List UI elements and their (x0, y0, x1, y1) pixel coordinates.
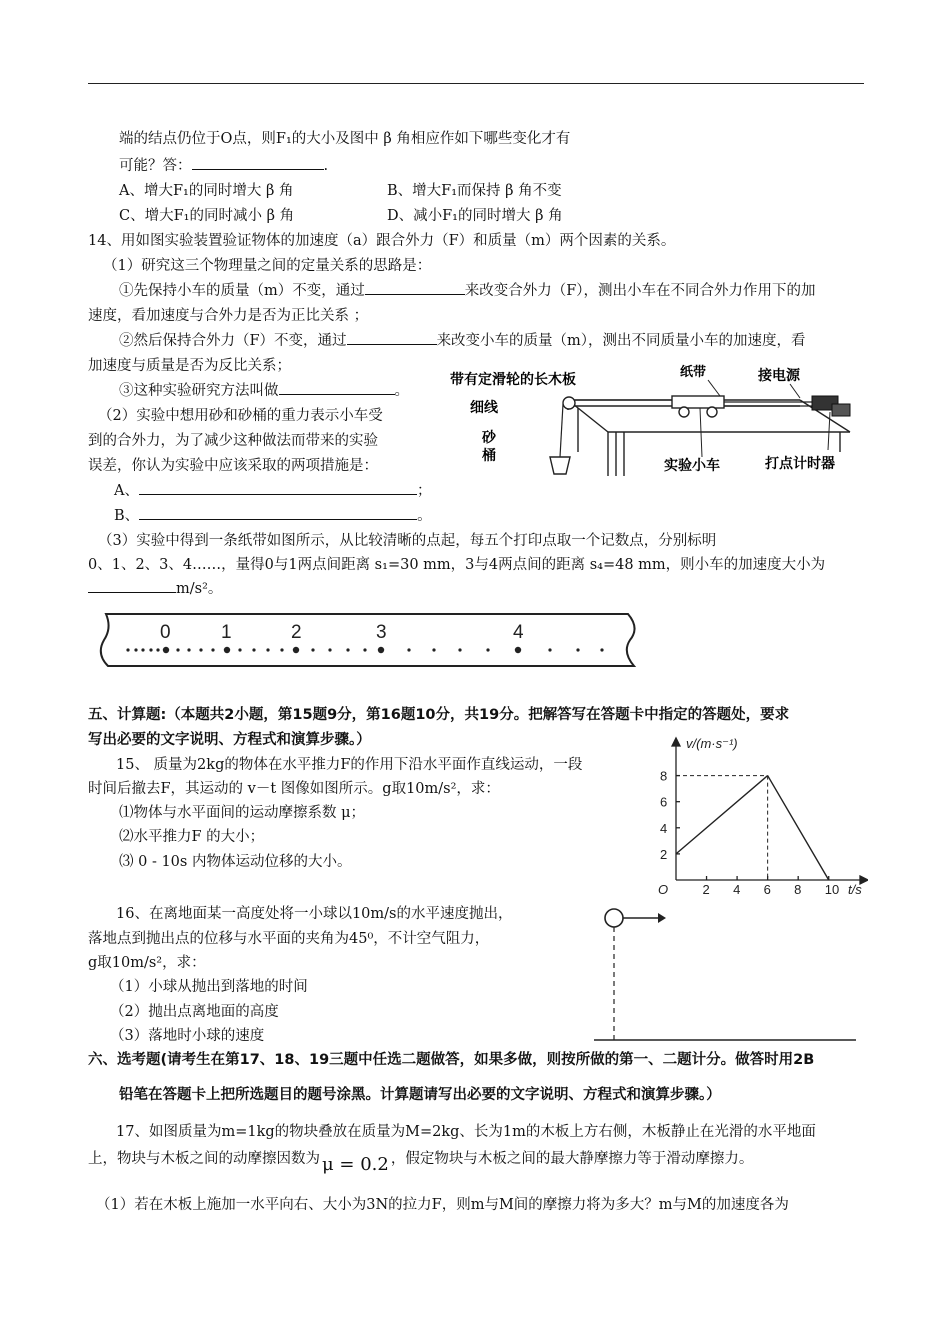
label-bucket: 桶 (482, 447, 496, 463)
section5-title: 五、计算题:（本题共2小题，第15题9分，第16题10分，共19分。把解答写在答题卡中指定的答题处，要求 (88, 707, 790, 723)
q14-part3-a: （3）实验中得到一条纸带如图所示，从比较清晰的点起，每五个打印点取一个记数点，分别标明 (98, 533, 717, 549)
y-tick-label: 8 (660, 768, 668, 784)
timer-icon (812, 396, 850, 450)
y-tick-label: 6 (660, 794, 668, 810)
q14-measure-a: A、 ； (114, 479, 431, 500)
q13-line2: 可能？答： . (119, 154, 328, 175)
q14-part2-c: 误差，你认为实验中应该采取的两项措施是： (88, 458, 378, 474)
q16-line1: 16、在离地面某一高度处将一小球以10m/s的水平速度抛出， (116, 906, 513, 922)
x-axis-label: t/s (848, 882, 862, 897)
pulley-icon (563, 397, 575, 409)
string-line (560, 404, 563, 457)
apparatus-figure (440, 362, 860, 480)
tape-label-1: 1 (221, 622, 232, 643)
q14-step1-cont: 速度，看加速度与合外力是否为正比关系 ； (88, 308, 369, 324)
label-sand: 砂 (482, 429, 496, 445)
y-axis-label: v/(m·s⁻¹) (686, 736, 738, 751)
q14-part2-b: 到的合外力，为了减少这种做法而带来的实验 (88, 433, 378, 449)
q14-part3-b: 0、1、2、3、4……，量得0与1两点间距离 s₁=30 mm，3与4两点间的距离 s₄=48 mm，则小车的加速度大小为 (88, 557, 826, 573)
tape-label-0: 0 (160, 622, 171, 643)
bucket-icon (550, 457, 570, 474)
q17-line1: 17、如图质量为m=1kg的物块叠放在质量为M=2kg、长为1m的木板上方右侧，木板静止在光滑的水平地面 (116, 1124, 816, 1140)
label-string: 细线 (470, 399, 498, 415)
answer-blank[interactable] (139, 480, 417, 495)
q16-line3: g取10m/s²，求： (88, 955, 206, 971)
y-tick-label: 2 (660, 846, 668, 862)
q15-line2: 时间后撤去F，其运动的 v－t 图像如图所示。g取10m/s²，求： (88, 781, 500, 797)
mu-formula: μ = 0.2 (322, 1154, 389, 1175)
q14-part2-a: （2）实验中想用砂和砂桶的重力表示小车受 (98, 408, 383, 424)
q14-title: 14、用如图实验装置验证物体的加速度（a）跟合外力（F）和质量（m）两个因素的关系。 (88, 233, 676, 249)
q14-step1: ①先保持小车的质量（m）不变，通过 来改变合外力（F），测出小车在不同合外力作用下的加 (119, 279, 816, 300)
q14-measure-b: B、 。 (114, 504, 432, 525)
q13-option-c: C、增大F₁的同时减小 β 角 (119, 208, 295, 224)
velocity-segment (768, 776, 829, 880)
q13-option-b: B、增大F₁而保持 β 角不变 (387, 183, 562, 199)
label-power: 接电源 (758, 367, 800, 383)
q14-part3-c: m/s²。 (88, 577, 222, 598)
cart-icon (672, 396, 724, 457)
y-axis-arrow (672, 738, 680, 746)
tape-label-2: 2 (291, 622, 302, 643)
q15-line3: ⑴物体与水平面间的运动摩擦系数 μ； (119, 805, 366, 821)
q15-line1: 15、 质量为2kg的物体在水平推力F的作用下沿水平面作直线运动，一段 (116, 757, 583, 773)
answer-blank[interactable] (139, 505, 417, 520)
x-tick-label: 4 (733, 882, 741, 897)
q14-step2: ②然后保持合外力（F）不变，通过 来改变小车的质量（m），测出不同质量小车的加速度，看 (119, 329, 806, 350)
q15-line4: ⑵水平推力F 的大小； (119, 829, 265, 845)
velocity-segment (676, 776, 768, 854)
answer-blank[interactable] (365, 280, 465, 295)
q14-step2-cont: 加速度与质量是否为反比关系； (88, 358, 291, 374)
x-tick-label: 10 (824, 882, 840, 897)
origin-label: O (658, 882, 669, 897)
q14-part1: （1）研究这三个物理量之间的定量关系的思路是： (103, 258, 432, 274)
section5-title-cont: 写出必要的文字说明、方程式和演算步骤。） (88, 732, 371, 748)
q13-option-a: A、增大F₁的同时增大 β 角 (119, 183, 294, 199)
tape-outline (101, 614, 635, 666)
q15-line5: ⑶ 0 - 10s 内物体运动位移的大小。 (119, 854, 352, 870)
label-timer: 打点计时器 (765, 455, 835, 471)
x-tick-label: 2 (702, 882, 710, 897)
q16-line4: （1）小球从抛出到落地的时间 (110, 979, 308, 995)
ball-icon (605, 909, 623, 927)
label-tape: 纸带 (680, 364, 707, 379)
q13-line1: 端的结点仍位于O点，则F₁的大小及图中 β 角相应作如下哪些变化才有 (119, 131, 571, 147)
answer-blank[interactable] (88, 578, 176, 593)
q13-option-d: D、减小F₁的同时增大 β 角 (387, 208, 563, 224)
q17-line3: （1）若在木板上施加一水平向右、大小为3N的拉力F，则m与M间的摩擦力将为多大？m与M的加速度各为 (96, 1197, 789, 1213)
label-board: 带有定滑轮的长木板 (450, 371, 576, 387)
x-tick-label: 8 (794, 882, 802, 897)
q16-line6: （3）落地时小球的速度 (110, 1028, 265, 1044)
q17-line2: 上，物块与木板之间的动摩擦因数为 μ = 0.2 ，假定物块与木板之间的最大静摩擦力等于滑动摩擦力。 (88, 1151, 754, 1175)
tape-label-3: 3 (376, 622, 387, 643)
answer-blank[interactable] (279, 380, 395, 395)
tape-label-4: 4 (513, 622, 524, 643)
q14-step3: ③这种实验研究方法叫做 。 (119, 379, 409, 400)
q16-line5: （2）抛出点离地面的高度 (110, 1004, 279, 1020)
section6-title: 六、选考题(请考生在第17、18、19三题中任选二题做答，如果多做，则按所做的第一、二题计分。做答时用2B (88, 1052, 815, 1068)
vt-chart (652, 730, 868, 900)
answer-blank[interactable] (192, 155, 324, 170)
label-cart: 实验小车 (664, 457, 720, 473)
q16-line2: 落地点到抛出点的位移与水平面的夹角为45⁰，不计空气阻力， (88, 931, 490, 947)
section6-title-cont: 铅笔在答题卡上把所选题目的题号涂黑。计算题请写出必要的文字说明、方程式和演算步骤。） (119, 1087, 721, 1103)
header-rule (88, 83, 864, 84)
paper-tape-figure (94, 608, 640, 672)
y-tick-label: 4 (660, 820, 668, 836)
x-tick-label: 6 (763, 882, 771, 897)
answer-blank[interactable] (347, 330, 437, 345)
projectile-figure (590, 900, 870, 1046)
